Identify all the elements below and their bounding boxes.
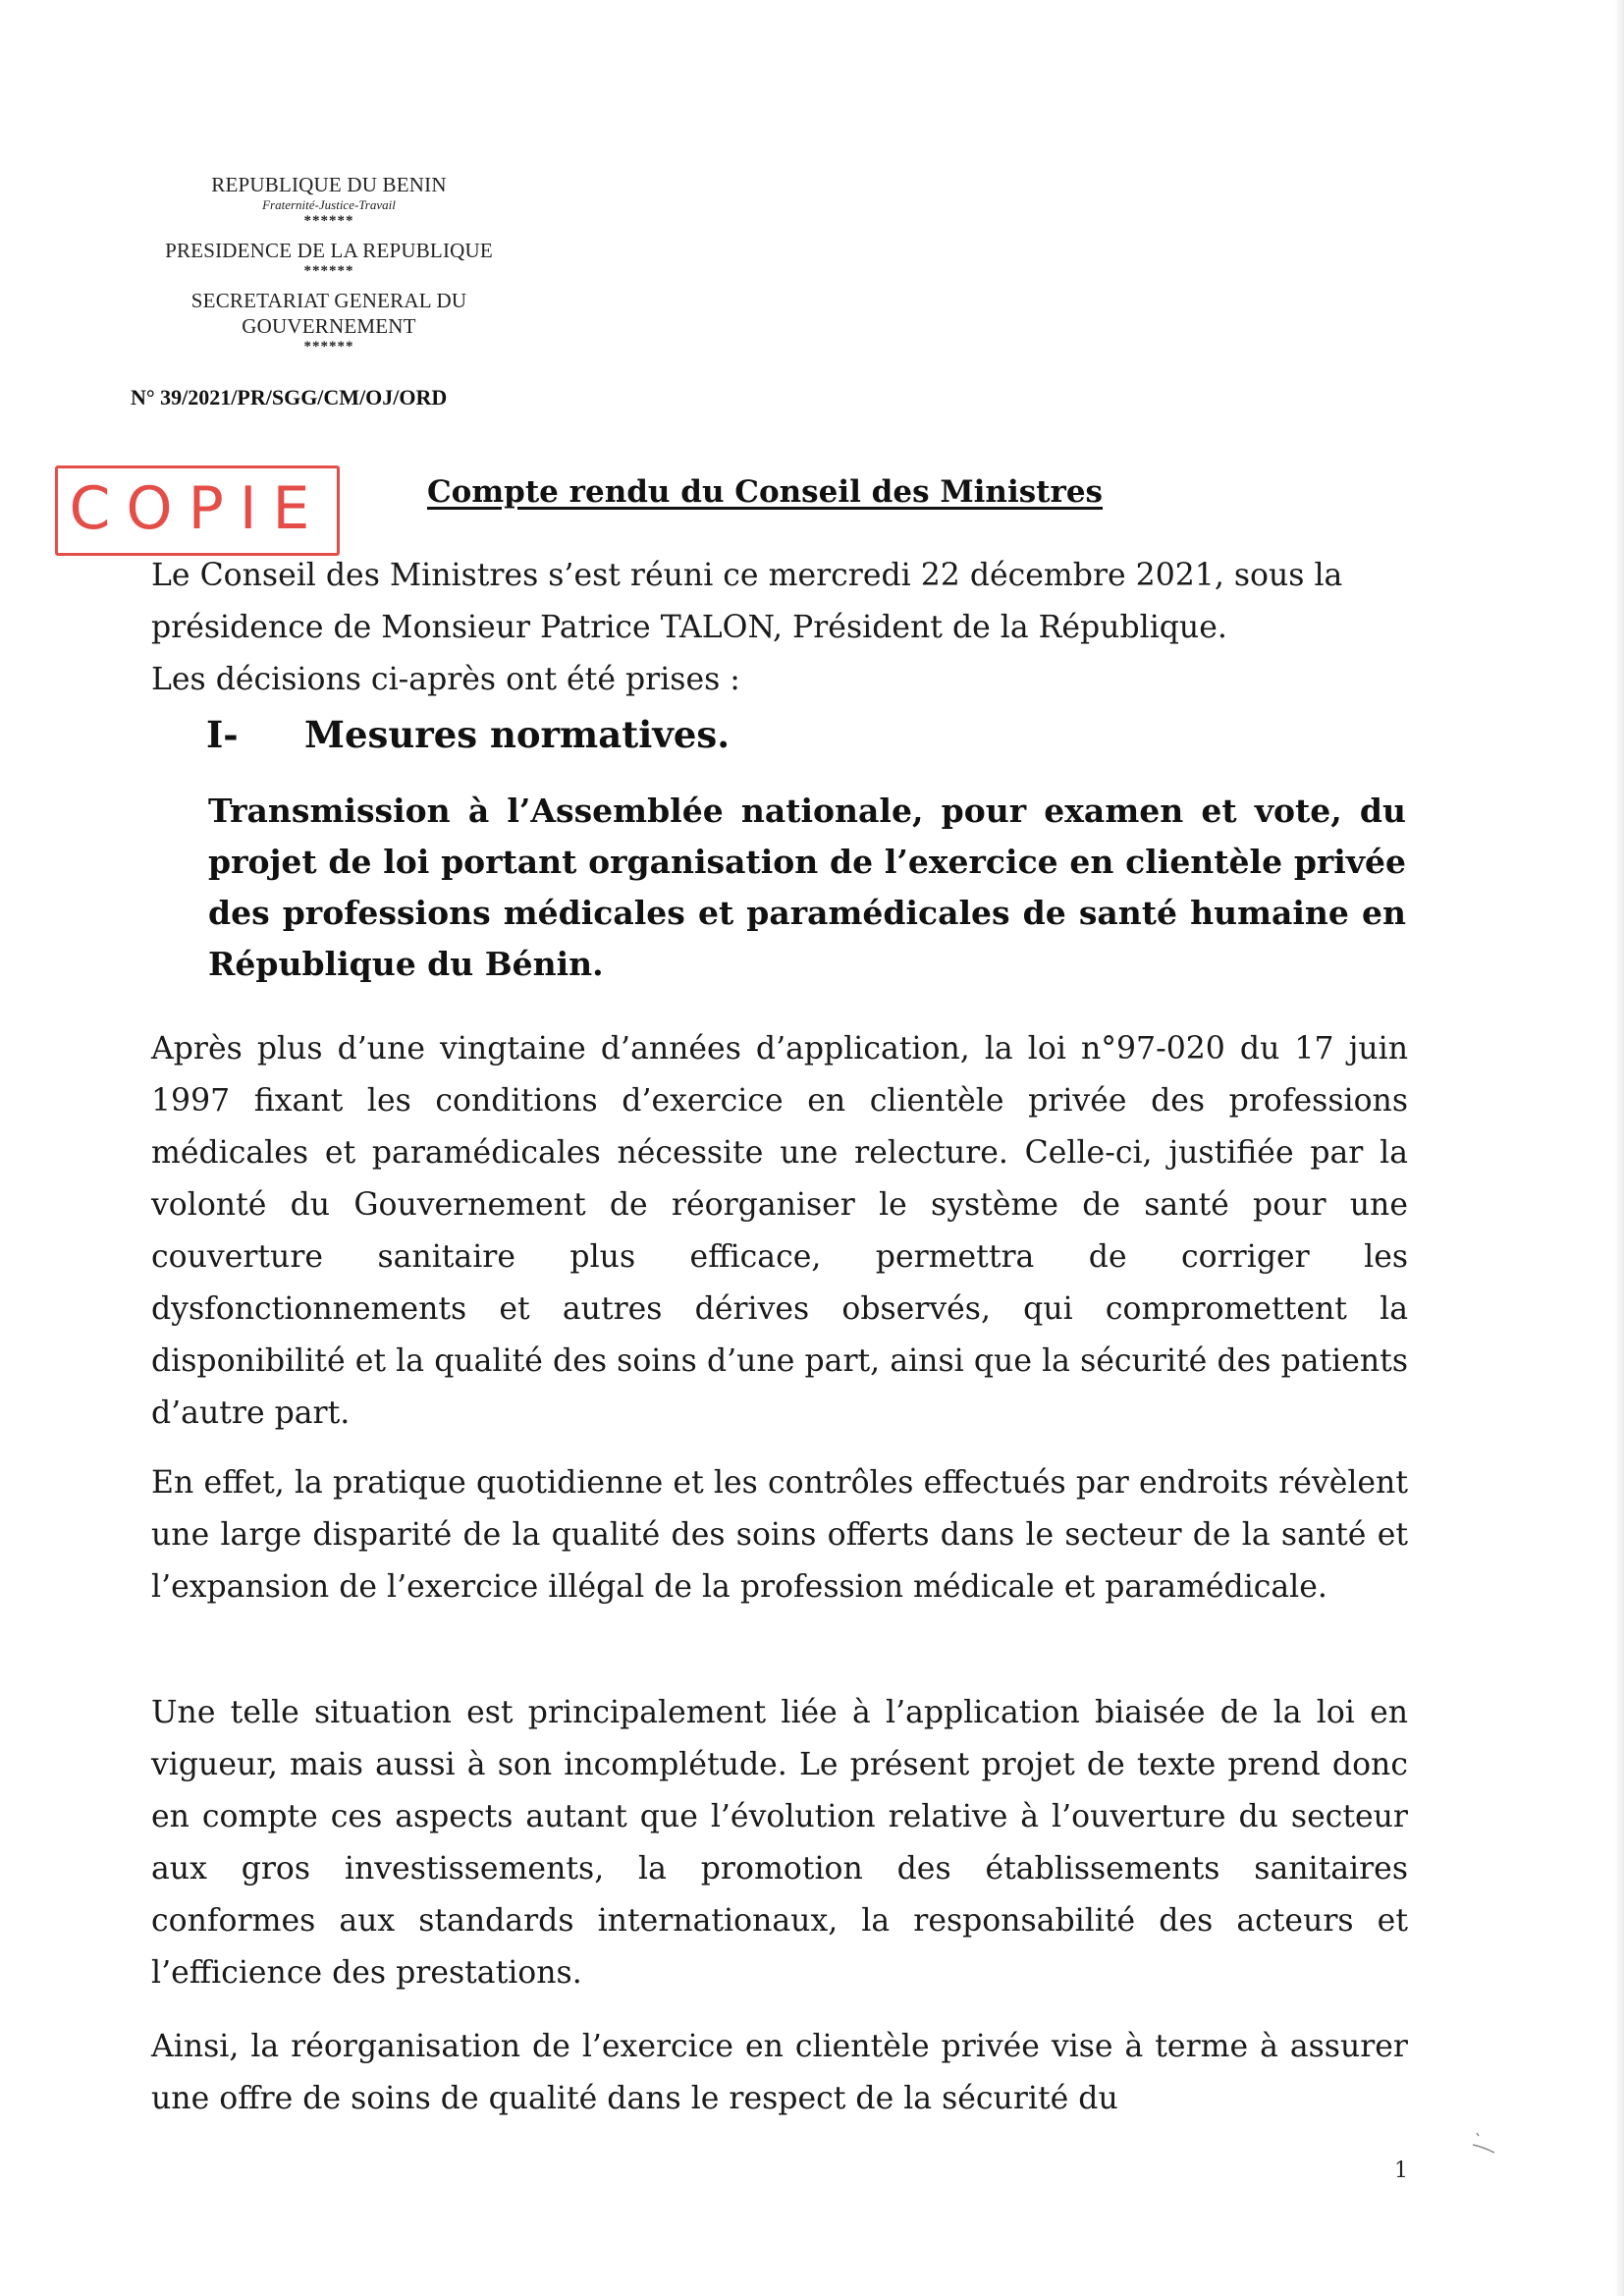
republic-name: REPUBLIQUE DU BENIN <box>211 173 447 196</box>
separator-stars: ****** <box>303 263 354 279</box>
page-edge-shadow <box>1614 0 1624 2296</box>
body-paragraph: Une telle situation est principalement liée à l’application biaisée de la loi en vigueur, mais aussi à son incomplétude. Le présent projet de texte prend donc en compte ces aspects autant que l’évolution relative à l’ouverture du secteur aux gros investissements, la promotion des établissements sanitaires conformes aux standards internationaux, la responsabilité des acteurs et l’efficience des prestations. <box>151 1695 1408 1991</box>
section-heading <box>206 713 730 756</box>
document-title: Compte rendu du Conseil des Ministres <box>427 474 1104 510</box>
body-paragraph: Ainsi, la réorganisation de l’exercice en clientèle privée vise à terme à assurer une offre de soins de qualité dans le respect de la sécurité du <box>151 2029 1408 2116</box>
copy-stamp: COPIE <box>55 465 340 556</box>
scan-mark <box>1471 2131 1498 2155</box>
letterhead <box>137 172 520 364</box>
measure-title: Transmission à l’Assemblée nationale, pour examen et vote, du projet de loi portant organisation de l’exercice en clientèle privée des professions médicales et paramédicales de santé humaine en République du Bénin. <box>208 792 1406 983</box>
national-motto: Fraternité-Justice-Travail <box>262 197 396 212</box>
intro-line: Les décisions ci-après ont été prises : <box>151 662 740 697</box>
secretariat-name-line1: SECRETARIAT GENERAL DU <box>190 289 467 312</box>
intro-line: présidence de Monsieur Patrice TALON, Président de la République. <box>151 610 1227 645</box>
secretariat-name-line2: GOUVERNEMENT <box>242 314 416 338</box>
intro-paragraph <box>151 550 1408 706</box>
page-number: 1 <box>1394 2159 1408 2183</box>
section-number: I- <box>206 713 239 756</box>
intro-line: Le Conseil des Ministres s’est réuni ce mercredi 22 décembre 2021, sous la <box>151 558 1343 593</box>
document-reference: N° 39/2021/PR/SGG/CM/OJ/ORD <box>131 385 448 410</box>
separator-stars: ****** <box>303 339 354 355</box>
separator-stars: ****** <box>303 213 354 229</box>
section-title: Mesures normatives. <box>304 713 731 756</box>
body-paragraph: Après plus d’une vingtaine d’années d’application, la loi n°97-020 du 17 juin 1997 fixant les conditions d’exercice en clientèle privée des professions médicales et paramédicales nécessite une relecture. Celle-ci, justifiée par la volonté du Gouvernement de réorganiser le système de santé pour une couverture sanitaire plus efficace, permettra de corriger les dysfonctionnements et autres dérives observés, qui compromettent la disponibilité et la qualité des soins d’une part, ainsi que la sécurité des patients d’autre part. <box>151 1031 1408 1431</box>
body-paragraph: En effet, la pratique quotidienne et les contrôles effectués par endroits révèlent une large disparité de la qualité des soins offerts dans le secteur de la santé et l’expansion de l’exercice illégal de la profession médicale et paramédicale. <box>151 1465 1408 1605</box>
presidency-name: PRESIDENCE DE LA REPUBLIQUE <box>165 239 493 262</box>
